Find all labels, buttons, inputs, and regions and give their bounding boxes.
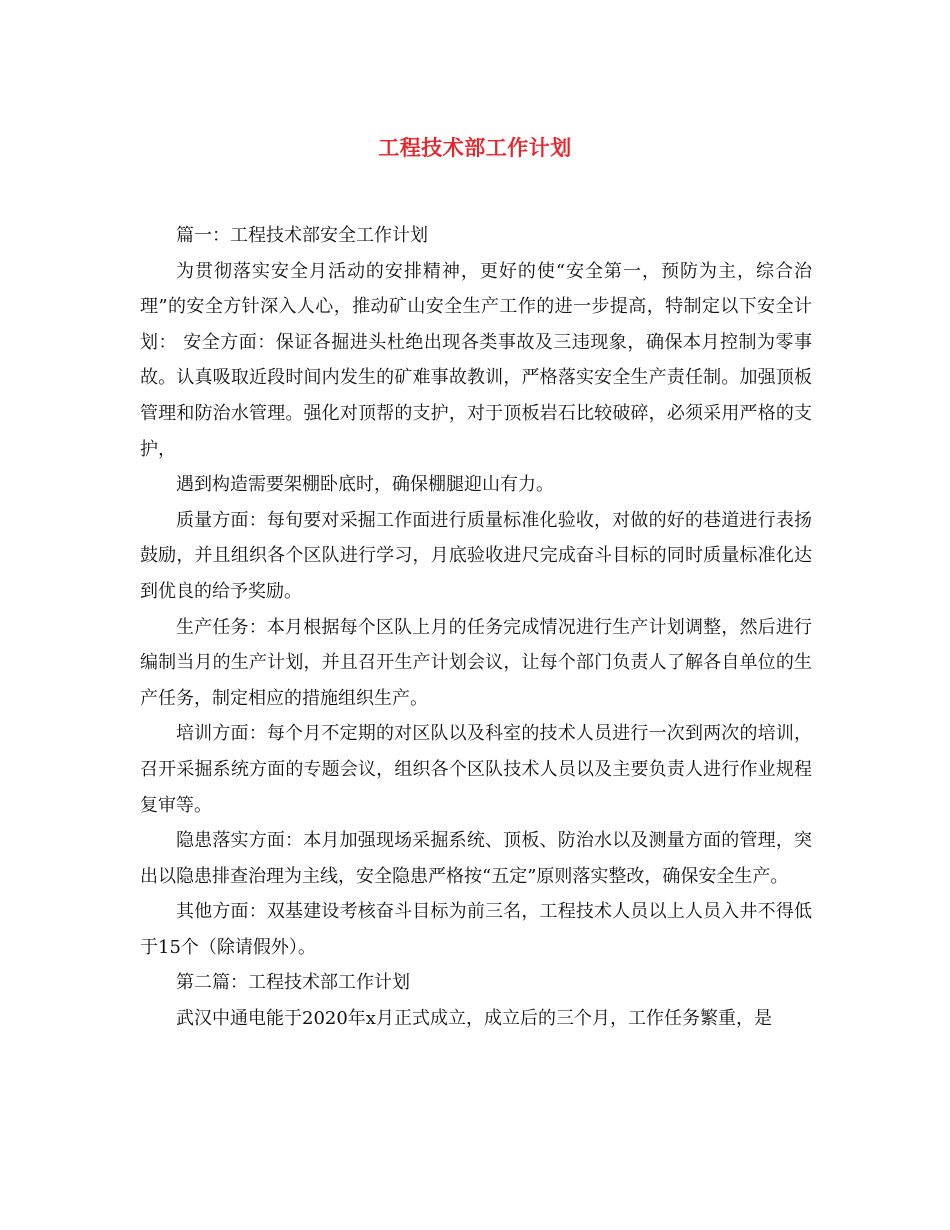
document-title: 工程技术部工作计划 [378, 135, 572, 160]
section-heading-2: 第二篇：工程技术部工作计划 [176, 972, 410, 994]
paragraph-wuhan: 武汉中通电能于2020年x月正式成立，成立后的三个月，工作任务繁重，是 [176, 1008, 772, 1030]
paragraph-structure-support: 遇到构造需要架棚卧底时，确保棚腿迎山有力。 [176, 474, 554, 496]
paragraph-other: 其他方面：双基建设考核奋斗目标为前三名，工程技术人员以上人员入井不得低于15个（除请假外）。 [140, 901, 812, 958]
document-body [140, 218, 812, 1037]
paragraph-training: 培训方面：每个月不定期的对区队以及科室的技术人员进行一次到两次的培训，召开采掘系统方面的专题会议，组织各个区队技术人员以及主要负责人进行作业规程复审等。 [140, 723, 812, 816]
paragraph-quality: 质量方面：每旬要对采掘工作面进行质量标准化验收，对做的好的巷道进行表扬鼓励，并且组织各个区队进行学习，月底验收进尺完成奋斗目标的同时质量标准化达到优良的给予奖励。 [140, 509, 812, 602]
section-heading-1: 篇一：工程技术部安全工作计划 [176, 225, 428, 246]
paragraph-hazards: 隐患落实方面：本月加强现场采掘系统、顶板、防治水以及测量方面的管理，突出以隐患排查治理为主线，安全隐患严格按“五定”原则落实整改，确保安全生产。 [140, 830, 812, 887]
paragraph-production: 生产任务：本月根据每个区队上月的任务完成情况进行生产计划调整，然后进行编制当月的生产计划，并且召开生产计划会议，让每个部门负责人了解各自单位的生产任务，制定相应的措施组织生产。 [140, 616, 812, 709]
paragraph-intro: 为贯彻落实安全月活动的安排精神，更好的使“安全第一，预防为主，综合治理”的安全方针深入人心，推动矿山安全生产工作的进一步提高，特制定以下安全计划： 安全方面：保证各掘进头杜绝出现各类事故及三违现象，确保本月控制为零事故。认真吸取近段时间内发生的矿难事故教训，严格落实安全生产责任制。加强顶板管理和防治水管理。强化对顶帮的支护，对于顶板岩石比较破碎，必须采用严格的支护， [140, 260, 812, 460]
